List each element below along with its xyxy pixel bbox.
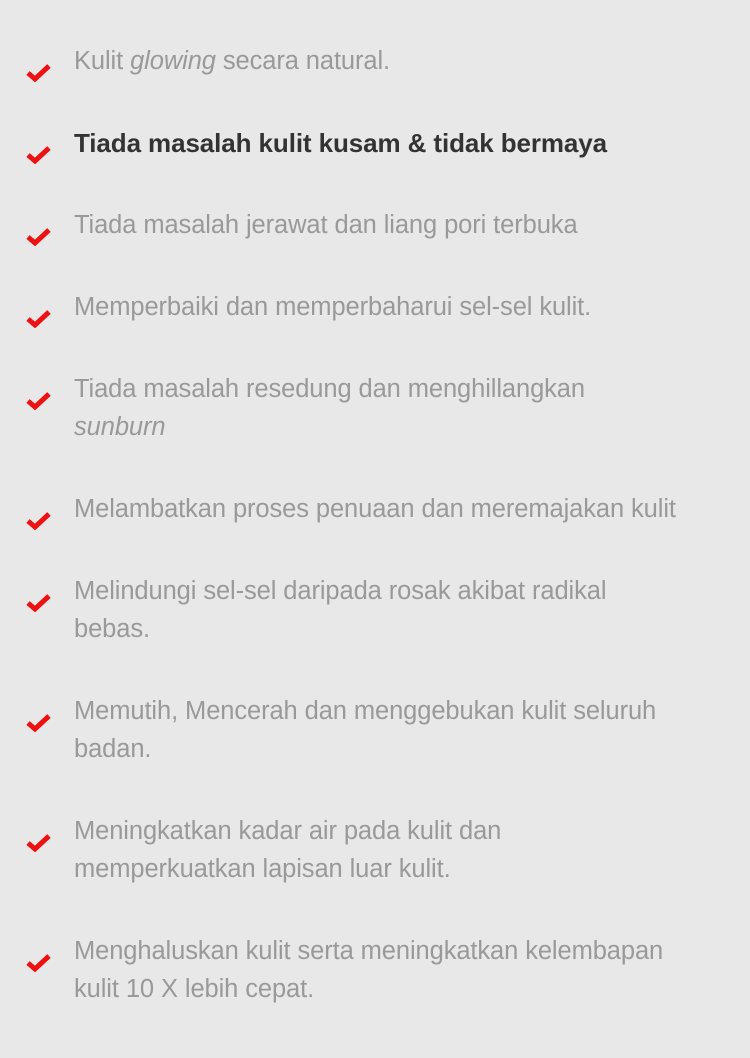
item-text: Tiada masalah kulit kusam & tidak bermaya <box>74 128 607 158</box>
item-text: Menghaluskan kulit serta meningkatkan kelembapan <box>74 937 664 965</box>
item-text-italic: sunburn <box>74 413 166 441</box>
list-item <box>0 812 750 888</box>
checkmark-icon <box>26 63 51 82</box>
checkmark-icon <box>26 953 51 972</box>
list-item <box>0 370 750 446</box>
list-item <box>0 288 750 326</box>
checkmark-icon <box>26 227 51 246</box>
item-text: Melambatkan proses penuaan dan meremajakan kulit <box>74 495 676 523</box>
list-item <box>0 932 750 1008</box>
list-item <box>0 490 750 528</box>
item-text: Tiada masalah jerawat dan liang pori terbuka <box>74 211 578 239</box>
item-text: Memutih, Mencerah dan menggebukan kulit seluruh <box>74 697 657 725</box>
item-text: Melindungi sel-sel daripada rosak akibat radikal <box>74 577 607 605</box>
benefits-list <box>0 42 750 1052</box>
item-text: memperkuatkan lapisan luar kulit. <box>74 855 451 883</box>
list-item <box>0 124 750 162</box>
item-text-italic: glowing <box>130 47 216 75</box>
item-text: badan. <box>74 735 152 763</box>
item-text: bebas. <box>74 615 150 643</box>
checkmark-icon <box>26 391 51 410</box>
checkmark-icon <box>26 145 51 164</box>
checkmark-icon <box>26 833 51 852</box>
item-text: kulit 10 X lebih cepat. <box>74 975 315 1003</box>
list-item <box>0 206 750 244</box>
item-text: Meningkatkan kadar air pada kulit dan <box>74 817 502 845</box>
checkmark-icon <box>26 309 51 328</box>
checkmark-icon <box>26 511 51 530</box>
item-text: Tiada masalah resedung dan menghillangkan <box>74 375 585 403</box>
item-text: Memperbaiki dan memperbaharui sel-sel kulit. <box>74 293 592 321</box>
checkmark-icon <box>26 713 51 732</box>
checkmark-icon <box>26 593 51 612</box>
item-text: secara natural. <box>215 47 391 75</box>
list-item <box>0 42 750 80</box>
list-item <box>0 572 750 648</box>
list-item <box>0 692 750 768</box>
item-text: Kulit <box>74 47 131 75</box>
